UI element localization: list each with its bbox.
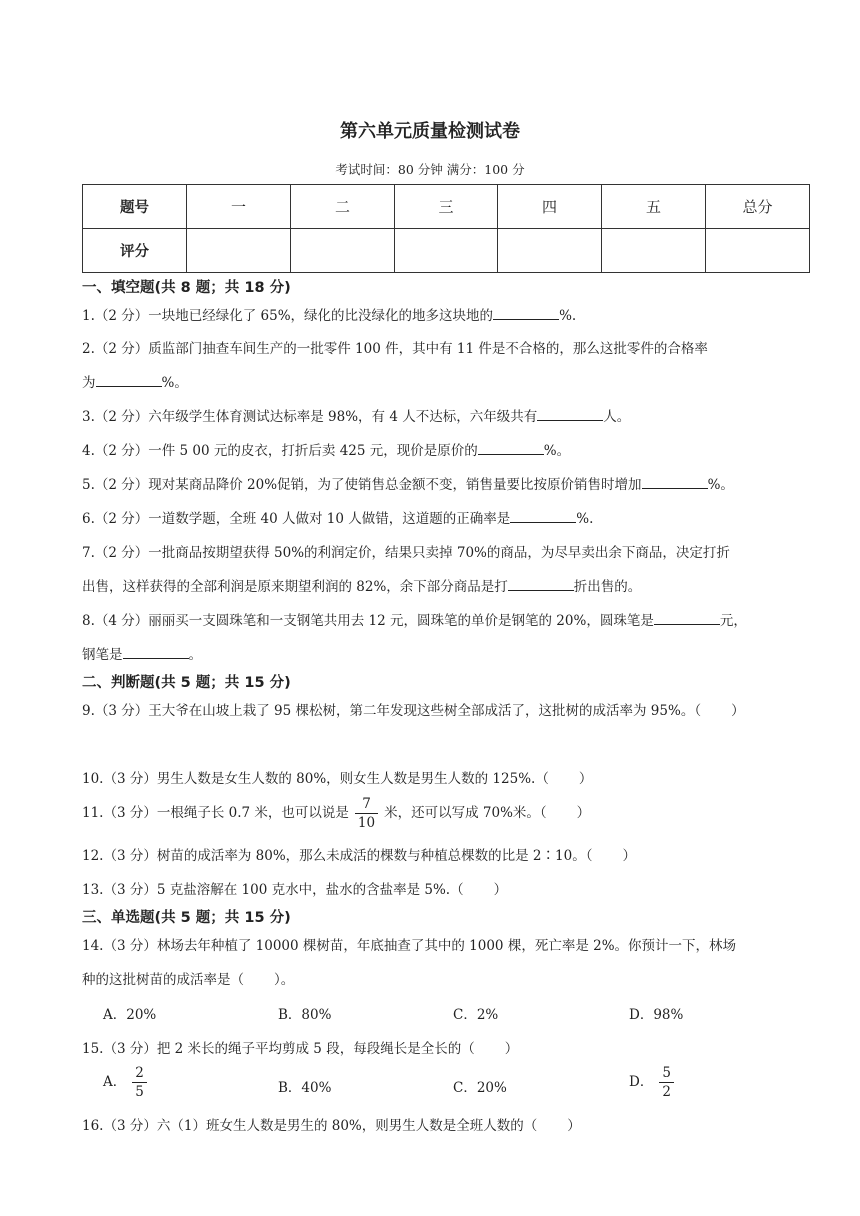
question-text: 元， bbox=[719, 613, 747, 629]
answer-blank[interactable] bbox=[642, 476, 708, 489]
question-text: ） bbox=[493, 882, 508, 898]
fraction bbox=[659, 1064, 674, 1101]
answer-blank[interactable] bbox=[654, 612, 720, 625]
question-12 bbox=[82, 844, 636, 864]
question-3 bbox=[82, 405, 630, 425]
fraction bbox=[355, 795, 378, 832]
section-heading-true-false: 二、判断题(共 5 题；共 15 分) bbox=[82, 675, 291, 691]
question-text: 。 bbox=[188, 647, 202, 663]
score-table-header-row bbox=[83, 185, 810, 229]
score-cell[interactable] bbox=[291, 229, 395, 273]
question-text: 11.（3 分）一根绳子长 0.7 米，也可以说是 bbox=[82, 805, 349, 821]
question-text: 9.（3 分）王大爷在山坡上栽了 95 棵松树，第二年发现这些树全部成活了，这批树的成活率为 95%。（ bbox=[82, 703, 702, 719]
question-text: 15.（3 分）把 2 米长的绳子平均剪成 5 段，每段绳长是全长的（ bbox=[82, 1041, 475, 1057]
fraction bbox=[132, 1064, 147, 1101]
question-text: 种的这批树苗的成活率是（ bbox=[82, 972, 244, 988]
fraction-numerator: 2 bbox=[132, 1064, 147, 1083]
question-text: %。 bbox=[707, 477, 734, 493]
question-8-continued bbox=[82, 643, 202, 663]
question-text: %. bbox=[559, 308, 577, 324]
question-text: ） bbox=[576, 805, 591, 821]
score-cell[interactable] bbox=[395, 229, 498, 273]
score-cell[interactable] bbox=[706, 229, 810, 273]
score-cell[interactable] bbox=[187, 229, 291, 273]
score-cell[interactable] bbox=[602, 229, 706, 273]
fraction-denominator: 2 bbox=[662, 1084, 671, 1100]
question-7 bbox=[82, 541, 730, 561]
question-6 bbox=[82, 507, 593, 527]
question-text: 10.（3 分）男生人数是女生人数的 80%，则女生人数是男生人数的 125%.（ bbox=[82, 771, 549, 787]
question-text: 3.（2 分）六年级学生体育测试达标率是 98%，有 4 人不达标，六年级共有 bbox=[82, 409, 538, 425]
question-1 bbox=[82, 304, 576, 324]
question-10 bbox=[82, 767, 592, 787]
question-14-continued bbox=[82, 968, 294, 988]
option-letter: D． bbox=[629, 1074, 654, 1090]
score-table bbox=[82, 184, 810, 273]
question-text: 6.（2 分）一道数学题，全班 40 人做对 10 人做错，这道题的正确率是 bbox=[82, 511, 511, 527]
score-header-cell: 三 bbox=[395, 185, 498, 229]
answer-blank[interactable] bbox=[493, 307, 559, 320]
fraction-numerator: 7 bbox=[355, 795, 378, 814]
score-header-cell: 五 bbox=[602, 185, 706, 229]
question-text: 米，还可以写成 70%米。（ bbox=[384, 805, 547, 821]
question-text: 人。 bbox=[603, 409, 631, 425]
fraction-denominator: 10 bbox=[357, 815, 376, 831]
question-text: ） bbox=[578, 771, 593, 787]
question-text: ） bbox=[504, 1041, 519, 1057]
question-text: %。 bbox=[543, 443, 571, 459]
option-b[interactable]: B．80% bbox=[278, 1007, 332, 1023]
question-text: 5.（2 分）现对某商品降价 20%促销，为了使销售总金额不变，销售量要比按原价销售时增加 bbox=[82, 477, 642, 493]
option-b[interactable]: B．40% bbox=[278, 1080, 332, 1096]
question-text: %. bbox=[576, 511, 594, 527]
question-16 bbox=[82, 1114, 581, 1134]
score-header-cell: 题号 bbox=[83, 185, 187, 229]
score-header-cell: 总分 bbox=[706, 185, 810, 229]
question-5 bbox=[82, 473, 734, 493]
option-letter: A． bbox=[103, 1074, 127, 1090]
score-row-label: 评分 bbox=[83, 229, 187, 273]
question-text: ） bbox=[731, 703, 745, 719]
section-heading-single-choice: 三、单选题(共 5 题；共 15 分) bbox=[82, 910, 291, 926]
section-heading-fill-blank: 一、填空题(共 8 题；共 18 分) bbox=[82, 280, 291, 296]
answer-blank[interactable] bbox=[478, 442, 544, 455]
answer-blank[interactable] bbox=[537, 408, 603, 421]
question-text: 13.（3 分）5 克盐溶解在 100 克水中，盐水的含盐率是 5%.（ bbox=[82, 882, 464, 898]
question-text: ） bbox=[622, 848, 636, 864]
answer-blank[interactable] bbox=[123, 646, 189, 659]
question-text: 12.（3 分）树苗的成活率为 80%，那么未成活的棵数与种植总棵数的比是 2∶10。（ bbox=[82, 848, 593, 864]
question-text: 2.（2 分）质监部门抽查车间生产的一批零件 100 件，其中有 11 件是不合格的，那么这批零件的合格率 bbox=[82, 341, 708, 357]
answer-blank[interactable] bbox=[508, 578, 574, 591]
question-4 bbox=[82, 439, 570, 459]
question-8 bbox=[82, 609, 747, 629]
question-11 bbox=[82, 795, 590, 832]
page-title: 第六单元质量检测试卷 bbox=[340, 121, 520, 142]
fraction-numerator: 5 bbox=[659, 1064, 674, 1083]
fraction-denominator: 5 bbox=[135, 1084, 144, 1100]
question-text: 出售，这样获得的全部利润是原来期望利润的 82%，余下部分商品是打 bbox=[82, 579, 508, 595]
option-a[interactable] bbox=[103, 1064, 153, 1101]
question-9 bbox=[82, 699, 745, 719]
score-cell[interactable] bbox=[498, 229, 602, 273]
question-text: 为 bbox=[82, 375, 96, 391]
question-2-continued bbox=[82, 371, 188, 391]
question-text: 14.（3 分）林场去年种植了 10000 棵树苗，年底抽查了其中的 1000 棵，死亡率是 2%。你预计一下，林场 bbox=[82, 938, 737, 954]
question-text: 4.（2 分）一件 5 00 元的皮衣，打折后卖 425 元，现价是原价的 bbox=[82, 443, 478, 459]
question-text: 7.（2 分）一批商品按期望获得 50%的利润定价，结果只卖掉 70%的商品，为尽早卖出余下商品，决定打折 bbox=[82, 545, 730, 561]
question-text: 1.（2 分）一块地已经绿化了 65%，绿化的比没绿化的地多这块地的 bbox=[82, 308, 494, 324]
option-d[interactable] bbox=[629, 1064, 680, 1101]
answer-blank[interactable] bbox=[96, 374, 162, 387]
question-14 bbox=[82, 934, 736, 954]
score-header-cell: 一 bbox=[187, 185, 291, 229]
question-15 bbox=[82, 1037, 518, 1057]
question-text: 16.（3 分）六（1）班女生人数是男生的 80%，则男生人数是全班人数的（ bbox=[82, 1118, 538, 1134]
score-header-cell: 二 bbox=[291, 185, 395, 229]
score-table-score-row bbox=[83, 229, 810, 273]
question-13 bbox=[82, 878, 507, 898]
option-a[interactable]: A．20% bbox=[103, 1007, 157, 1023]
exam-info: 考试时间：80 分钟 满分：100 分 bbox=[335, 162, 525, 177]
option-d[interactable]: D．98% bbox=[629, 1007, 684, 1023]
question-text: ） bbox=[567, 1118, 581, 1134]
option-c[interactable]: C．20% bbox=[453, 1080, 507, 1096]
answer-blank[interactable] bbox=[510, 510, 576, 523]
question-7-continued bbox=[82, 575, 641, 595]
question-text: 8.（4 分）丽丽买一支圆珠笔和一支钢笔共用去 12 元，圆珠笔的单价是钢笔的 20%，圆珠笔是 bbox=[82, 613, 654, 629]
question-text: ）。 bbox=[274, 972, 295, 988]
question-text: %。 bbox=[161, 375, 188, 391]
question-2 bbox=[82, 337, 708, 357]
option-c[interactable]: C．2% bbox=[453, 1007, 499, 1023]
question-text: 钢笔是 bbox=[82, 647, 123, 663]
question-text: 折出售的。 bbox=[573, 579, 642, 595]
score-header-cell: 四 bbox=[498, 185, 602, 229]
